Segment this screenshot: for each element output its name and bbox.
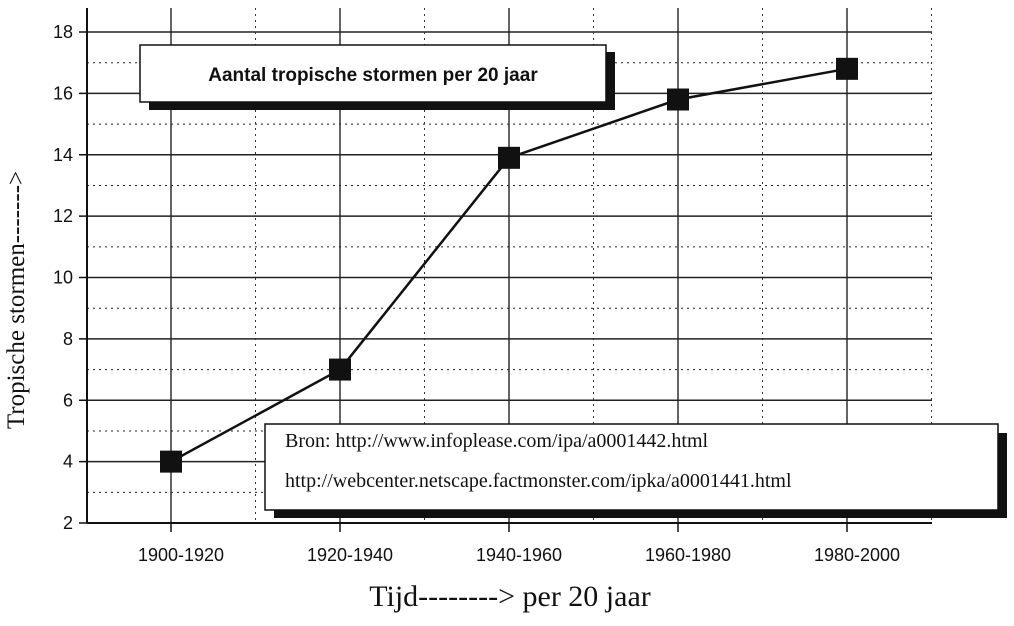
y-tick-label: 6	[62, 390, 73, 411]
y-tick-label: 10	[52, 267, 73, 288]
data-point-4	[836, 58, 858, 80]
data-point-2	[498, 147, 520, 169]
y-tick-label: 8	[62, 328, 73, 349]
data-point-0	[160, 451, 182, 473]
x-axis-label: Tijd--------> per 20 jaar	[369, 580, 651, 613]
y-tick-label: 18	[52, 22, 73, 42]
y-tick-label: 14	[52, 144, 73, 165]
y-tick-label: 16	[52, 83, 73, 104]
chart-title: Aantal tropische stormen per 20 jaar	[208, 65, 538, 86]
title-box	[140, 45, 615, 110]
x-tick-label: 1920-1940	[306, 545, 394, 565]
x-tick-labels	[138, 545, 900, 565]
y-axis-label: Tropische stormen------->	[3, 170, 30, 430]
source-box	[265, 424, 1007, 518]
y-tick-label: 4	[62, 451, 73, 472]
x-tick-label: 1960-1980	[644, 545, 732, 565]
source-line-2: http://webcenter.netscape.factmonster.com/ipka/a0001441.html	[285, 470, 792, 492]
data-point-3	[667, 89, 689, 111]
source-line-1: Bron: http://www.infoplease.com/ipa/a0001442.html	[285, 430, 709, 452]
x-tick-label: 1900-1920	[137, 545, 225, 565]
x-tick-label: 1980-2000	[813, 545, 901, 565]
data-point-1	[329, 359, 351, 381]
x-tick-label: 1940-1960	[475, 545, 563, 565]
y-tick-label: 12	[52, 206, 73, 227]
y-tick-labels	[53, 22, 73, 533]
y-tick-label: 2	[62, 513, 73, 533]
